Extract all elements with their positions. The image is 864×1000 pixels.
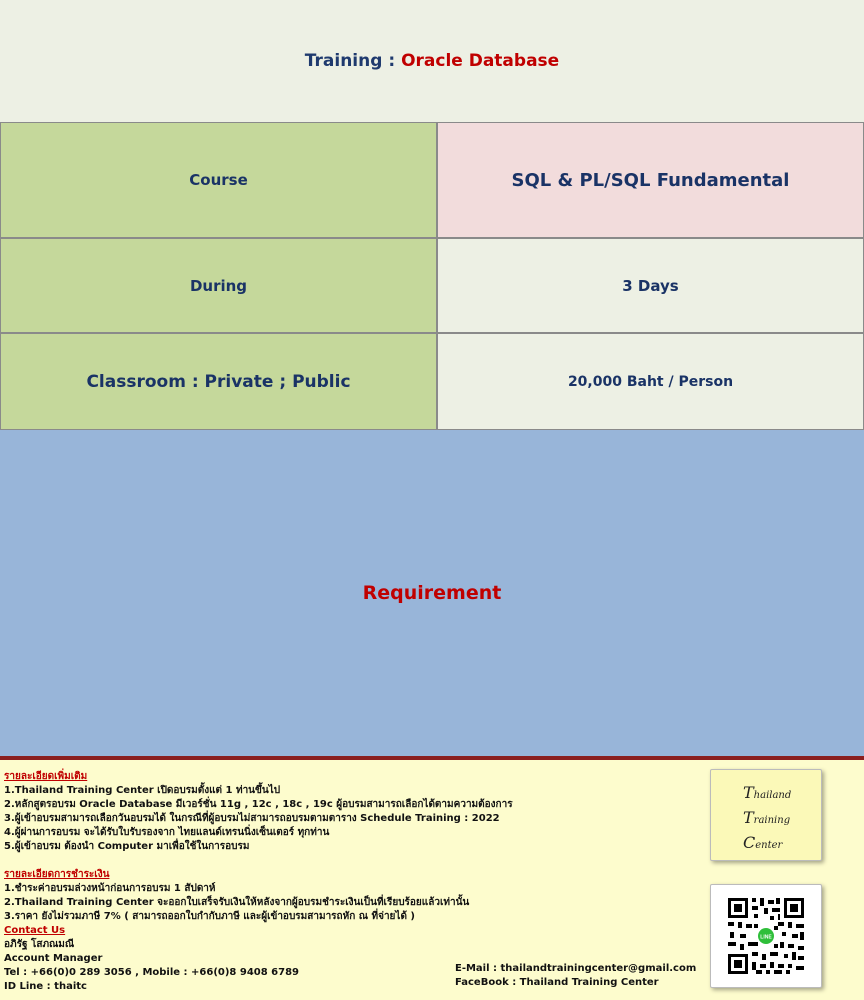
- details-item: 2.หลักสูตรอบรม Oracle Database มีเวอร์ชั่น 11g , 12c , 18c , 19c ผู้อบรมสามารถเลือกได้ตามความต้องการ: [4, 799, 513, 810]
- payment-item: 2.Thailand Training Center จะออกใบเสร็จรับเงินให้หลังจากผู้อบรมชำระเงินเป็นที่เรียบร้อยแล้วเท่านั้น: [4, 897, 470, 908]
- price-value: 20,000 Baht / Person: [437, 333, 864, 430]
- duration-label: During: [0, 238, 437, 333]
- details-item: 5.ผู้เข้าอบรม ต้องนำ Computer มาเพื่อใช้ในการอบรม: [4, 841, 250, 852]
- requirement-heading: Requirement: [362, 582, 502, 604]
- contact-line-id: ID Line : thaitc: [4, 981, 87, 992]
- details-item: 4.ผู้ผ่านการอบรม จะได้รับใบรับรองจาก ไทยแลนด์เทรนนิ่งเซ็นเตอร์ ทุกท่าน: [4, 827, 330, 838]
- classroom-row: [0, 333, 864, 430]
- training-title: [0, 0, 864, 122]
- training-value: Oracle Database: [401, 51, 560, 71]
- payment-title: รายละเอียดการชำระเงิน: [4, 869, 110, 880]
- qr-code-icon: [726, 896, 806, 976]
- contact-position: Account Manager: [4, 953, 103, 964]
- contact-facebook: FaceBook : Thailand Training Center: [455, 977, 659, 988]
- line-badge-text: LINE: [760, 934, 772, 941]
- contact-email: E-Mail : thailandtrainingcenter@gmail.com: [455, 963, 697, 974]
- course-row: [0, 122, 864, 238]
- contact-online: [455, 962, 696, 990]
- contact-phone: Tel : +66(0)0 289 3056 , Mobile : +66(0)8 9408 6789: [4, 967, 300, 978]
- payment-item: 3.ราคา ยังไม่รวมภาษี 7% ( สามารถออกใบกำกับภาษี และผู้เข้าอบรมสามารถหัก ณ ที่จ่ายได้ ): [4, 911, 415, 922]
- training-label: Training :: [304, 51, 396, 71]
- details-title: รายละเอียดเพิ่มเติม: [4, 771, 88, 782]
- details-item: 1.Thailand Training Center เปิดอบรมตั้งแต่ 1 ท่านขึ้นไป: [4, 785, 281, 796]
- contact-name: อภิรัฐ โสภณมณี: [4, 939, 75, 950]
- requirement-section: [0, 430, 864, 756]
- details-item: 3.ผู้เข้าอบรมสามารถเลือกวันอบรมได้ ในกรณีที่ผู้อบรมไม่สามารถอบรมตามตาราง Schedule Training : 2022: [4, 813, 500, 824]
- contact-title: Contact Us: [4, 925, 66, 936]
- duration-value: 3 Days: [437, 238, 864, 333]
- course-value: SQL & PL/SQL Fundamental: [437, 122, 864, 238]
- course-label: Course: [0, 122, 437, 238]
- line-qr-code[interactable]: [710, 884, 822, 988]
- duration-row: [0, 238, 864, 333]
- company-logo: Thailand Training Center: [710, 769, 822, 861]
- payment-item: 1.ชำระค่าอบรมล่วงหน้าก่อนการอบรม 1 สัปดาห์: [4, 883, 216, 894]
- classroom-label: Classroom : Private ; Public: [0, 333, 437, 430]
- footer-text: [4, 770, 704, 994]
